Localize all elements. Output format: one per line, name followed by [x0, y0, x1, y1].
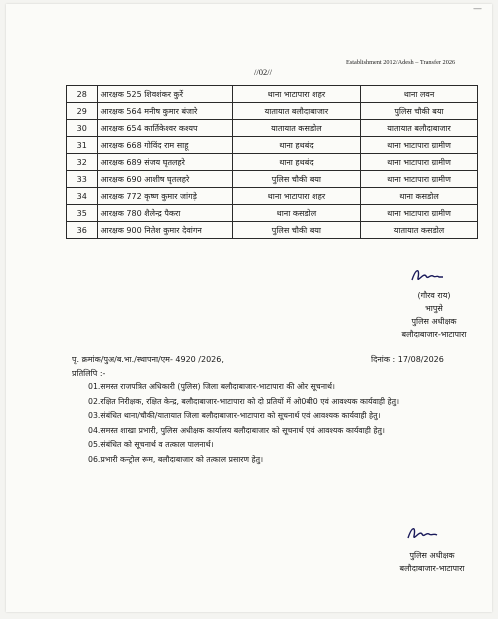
- table-row: [67, 86, 478, 103]
- transfer-from: थाना कसडोल: [232, 205, 360, 222]
- employee-name: आरक्षक 564 मनीष कुमार बंजारे: [97, 103, 232, 120]
- establishment-header: Establishment 2012/Adesh – Transfer 2026: [346, 59, 456, 66]
- transfer-to: यातायात कसडोल: [360, 222, 477, 239]
- employee-name: आरक्षक 780 शैलेन्द्र पैकरा: [97, 205, 232, 222]
- transfer-to: पुलिस चौकी बया: [360, 103, 477, 120]
- transfer-table: [66, 85, 478, 239]
- signatory-service: भापुसे: [425, 304, 443, 313]
- signatory-designation: पुलिस अधीक्षक: [409, 551, 455, 560]
- transfer-to: थाना भाटापारा ग्रामीण: [360, 137, 477, 154]
- transfer-to: थाना भाटापारा ग्रामीण: [360, 205, 477, 222]
- table-row: [67, 154, 478, 171]
- table-row: [67, 103, 478, 120]
- table-row: [67, 188, 478, 205]
- employee-name: आरक्षक 668 गोविंद राम साहू: [97, 137, 232, 154]
- signature-mark-1: [408, 266, 446, 286]
- employee-name: आरक्षक 689 संजय घृतलहरे: [97, 154, 232, 171]
- employee-name: आरक्षक 654 कार्तिकेश्वर कश्यप: [97, 120, 232, 137]
- page-number: //02//: [254, 67, 272, 77]
- copy-item: 06.प्रभारी कन्ट्रोल रूम, बलौदाबाजार को तत्काल प्रसारण हेतु।: [88, 454, 264, 464]
- table-row: [67, 137, 478, 154]
- table-row: [67, 222, 478, 239]
- employee-name: आरक्षक 900 नितेश कुमार देवांगन: [97, 222, 232, 239]
- row-number: 29: [67, 103, 98, 120]
- signature-block-2: [384, 549, 480, 575]
- reference-number: पृ. क्रमांक/पुअ/ब.भा./स्थापना/एम- 4920 /2026,: [72, 355, 224, 364]
- row-number: 34: [67, 188, 98, 205]
- transfer-from: थाना हथबंद: [232, 154, 360, 171]
- copy-item: 02.रक्षित निरीक्षक, रक्षित केन्द्र, बलौदाबाजार-भाटापारा को दो प्रतियों में ओ0बी0 एवं आवश्यक कार्यवाही हेतु।: [88, 396, 400, 406]
- copy-item: 03.संबंधित थाना/चौकी/यातायात जिला बलौदाबाजार-भाटापारा को सूचनार्थ एवं आवश्यक कार्यवाही हेतु।: [88, 411, 381, 421]
- copy-list: [88, 380, 488, 468]
- copy-item: 05.संबंधित को सूचनार्थ व तत्काल पालनार्थ।: [88, 440, 214, 450]
- transfer-from: यातायात कसडोल: [232, 120, 360, 137]
- transfer-to: थाना भाटापारा ग्रामीण: [360, 154, 477, 171]
- signatory-location: बलौदाबाजार-भाटापारा: [401, 330, 467, 339]
- transfer-from: पुलिस चौकी बया: [232, 222, 360, 239]
- employee-name: आरक्षक 772 कृष्ण कुमार जांगड़े: [97, 188, 232, 205]
- row-number: 28: [67, 86, 98, 103]
- copy-to-label: प्रतिलिपि :-: [72, 369, 106, 378]
- top-mark: —: [473, 4, 482, 14]
- transfer-from: थाना भाटापारा शहर: [232, 188, 360, 205]
- row-number: 36: [67, 222, 98, 239]
- table-row: [67, 205, 478, 222]
- copy-item: 04.समस्त शाखा प्रभारी, पुलिस अधीक्षक कार्यालय बलौदाबाजार को सूचनार्थ एवं आवश्यक कार्यवाही हेतु।: [88, 425, 385, 435]
- row-number: 32: [67, 154, 98, 171]
- row-number: 30: [67, 120, 98, 137]
- transfer-to: थाना लवन: [360, 86, 477, 103]
- transfer-to: थाना भाटापारा ग्रामीण: [360, 171, 477, 188]
- signatory-name: (गौरव राय): [417, 291, 451, 300]
- order-date: दिनांक : 17/08/2026: [371, 355, 444, 364]
- employee-name: आरक्षक 525 शिवशंकर कुर्रे: [97, 86, 232, 103]
- document-sheet: [6, 4, 492, 612]
- signature-block-1: [388, 289, 480, 341]
- employee-name: आरक्षक 690 आशीष घृतलहरे: [97, 171, 232, 188]
- signatory-location: बलौदाबाजार-भाटापारा: [399, 564, 465, 573]
- row-number: 33: [67, 171, 98, 188]
- transfer-from: यातायात बलौदाबाजार: [232, 103, 360, 120]
- transfer-from: थाना भाटापारा शहर: [232, 86, 360, 103]
- transfer-to: यातायात बलौदाबाजार: [360, 120, 477, 137]
- signature-mark-2: [404, 524, 440, 544]
- table-row: [67, 171, 478, 188]
- transfer-from: थाना हथबंद: [232, 137, 360, 154]
- copy-item: 01.समस्त राजपत्रित अधिकारी (पुलिस) जिला बलौदाबाजार-भाटापारा की ओर सूचनार्थ।: [88, 382, 335, 391]
- transfer-to: थाना कसडोल: [360, 188, 477, 205]
- signatory-designation: पुलिस अधीक्षक: [411, 317, 457, 326]
- row-number: 31: [67, 137, 98, 154]
- table-row: [67, 120, 478, 137]
- transfer-from: पुलिस चौकी बया: [232, 171, 360, 188]
- row-number: 35: [67, 205, 98, 222]
